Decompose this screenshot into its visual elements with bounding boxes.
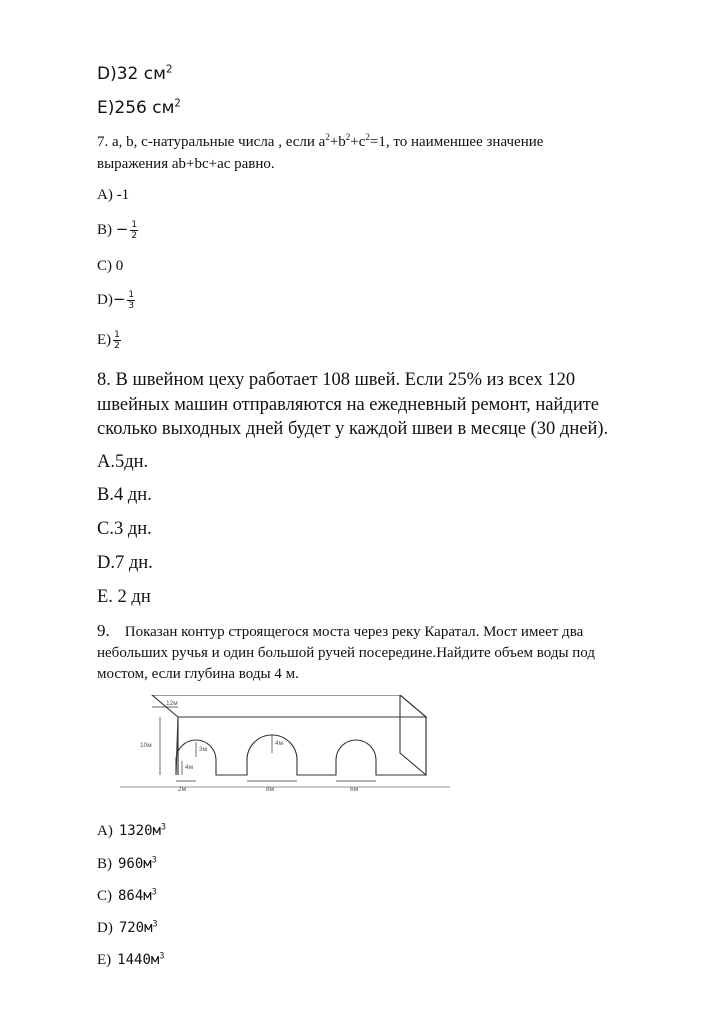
label-4m-top: 4м bbox=[275, 740, 284, 747]
bridge-front-face bbox=[176, 717, 426, 775]
label-8m: 8м bbox=[266, 786, 275, 793]
q8-option-e: E. 2 дн bbox=[97, 587, 151, 607]
label-6m: 6м bbox=[350, 786, 359, 793]
label-2m: 2м bbox=[178, 786, 187, 793]
q7-option-e: E) $\frac{1}{2}$ bbox=[97, 330, 120, 351]
label-height: 10м bbox=[140, 742, 152, 749]
bridge-side-face bbox=[400, 695, 426, 775]
q7-text-line1: 7. a, b, c-натуральные числа , если $a^2+b^2+c^2=1$, то наименшее значение bbox=[97, 132, 544, 150]
label-3m: 3м bbox=[199, 746, 208, 753]
prev-option-e: E)256 $см^2$ bbox=[97, 98, 181, 118]
fraction: $\frac{1}{3}$ bbox=[128, 290, 135, 312]
fraction: $\frac{1}{2}$ bbox=[131, 220, 138, 242]
q8-option-d: D.7 дн. bbox=[97, 553, 153, 573]
q9-option-c: C) $864м^3$ bbox=[97, 886, 157, 904]
q7-option-a: A) -1 bbox=[97, 187, 130, 203]
prev-option-d: D)32 $см^2$ bbox=[97, 64, 173, 84]
q8-option-c: C.3 дн. bbox=[97, 519, 152, 539]
q9-option-d: D) $720м^3$ bbox=[97, 918, 158, 936]
q9-option-e: E) $1440м^3$ bbox=[97, 950, 165, 968]
q7-option-b: B) − $\frac{1}{2}$ bbox=[97, 220, 138, 242]
label-depth: 12м bbox=[166, 700, 178, 707]
q9-option-a: A) $1320м^3$ bbox=[97, 821, 167, 839]
label-4m-left: 4м bbox=[185, 764, 194, 771]
q9-text: 9. Показан контур строящегося моста через реку Каратал. Мост имеет два небольших ручья и один большой ручей посередине.Найдите объем воды под мостом, если глубина воды 4 м. bbox=[97, 621, 596, 682]
q7-text-line2: выражения ab+bc+ac равно. bbox=[97, 156, 275, 172]
q8-option-b: B.4 дн. bbox=[97, 485, 152, 505]
bridge-top-face bbox=[152, 695, 426, 717]
fraction: $\frac{1}{2}$ bbox=[114, 330, 120, 351]
q8-option-a: A.5дн. bbox=[97, 452, 149, 472]
q7-option-c: C) 0 bbox=[97, 258, 124, 274]
q7-option-d: D)− $\frac{1}{3}$ bbox=[97, 290, 135, 312]
q9-option-b: B) $960м^3$ bbox=[97, 854, 157, 872]
q8-text: 8. В швейном цеху работает 108 швей. Если 25% из всех 120 швейных машин отправляются на ежедневный ремонт, найдите сколько выходных дней будет у каждой швеи в месяце (30 дней). bbox=[97, 370, 609, 439]
bridge-figure bbox=[120, 695, 450, 795]
